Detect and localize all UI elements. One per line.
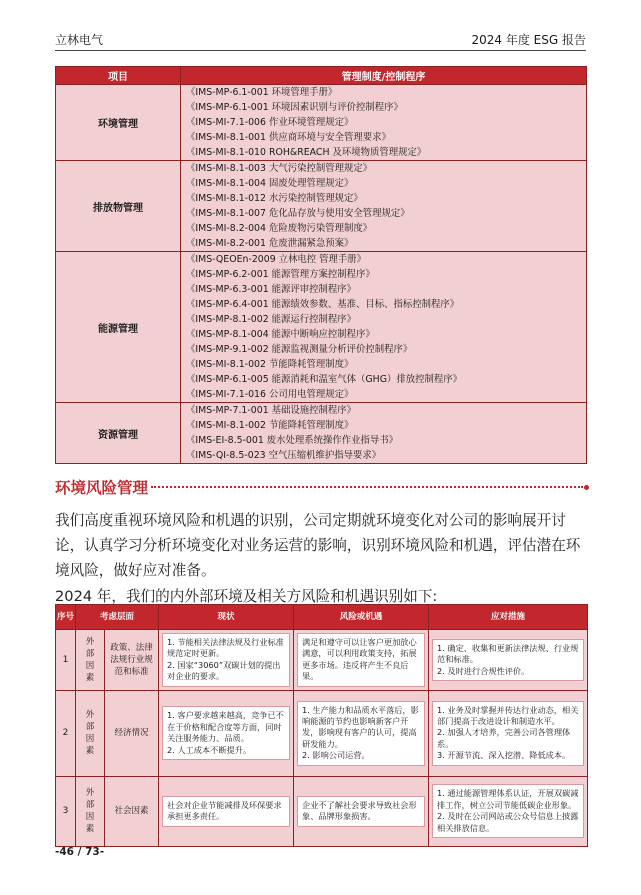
procedure-list bbox=[181, 85, 587, 161]
procedure-list bbox=[181, 161, 587, 252]
column-header-item: 项目 bbox=[56, 67, 181, 85]
response-text: 1. 通过能源管理体系认证，开展双碳减排工作，树立公司节能低碳企业形象。 2. 及时在公司网站或公众号信息上披露相关排放信息。 bbox=[432, 784, 584, 838]
procedure-item: 《IMS-MP-6.1-001 环境因素识别与评价控制程序》 bbox=[186, 102, 403, 113]
procedure-item: 《IMS-QEOEn-2009 立林电控 管理手册》 bbox=[186, 254, 367, 265]
risk-cell bbox=[294, 630, 429, 691]
procedure-item: 《IMS-EI-8.5-001 废水处理系统操作作业指导书》 bbox=[186, 435, 399, 446]
column-header-response: 应对措施 bbox=[429, 605, 588, 630]
status-cell bbox=[159, 630, 294, 691]
procedure-item: 《IMS-MP-8.1-002 能源运行控制程序》 bbox=[186, 314, 357, 325]
procedure-list bbox=[181, 403, 587, 464]
procedure-item: 《IMS-MI-8.1-001 供应商环境与安全管理要求》 bbox=[186, 132, 391, 143]
procedure-item: 《IMS-MI-8.1-012 水污染控制管理规定》 bbox=[186, 193, 363, 204]
column-header-risk: 风险或机遇 bbox=[294, 605, 429, 630]
procedure-item: 《IMS-MI-8.2-004 危险废物污染管理制度》 bbox=[186, 223, 373, 234]
procedure-item: 《IMS-MI-7.1-016 公司用电管理规定》 bbox=[186, 389, 354, 400]
management-system-table bbox=[55, 66, 587, 464]
procedure-item: 《IMS-MI-8.1-007 危化品存放与使用安全管理规定》 bbox=[186, 208, 410, 219]
category-cell: 资源管理 bbox=[56, 403, 181, 464]
risk-text: 1. 生产能力和品质水平落后，影响能源的节约也影响新客户开发，影响现有客户的认可，提高研发能力。 2. 影响公司运营。 bbox=[297, 701, 425, 766]
table-intro: 2024 年，我们的内外部环境及相关方风险和机遇识别如下: bbox=[55, 588, 438, 605]
procedure-item: 《IMS-QI-8.5-023 空气压缩机维护指导要求》 bbox=[186, 450, 382, 461]
category-cell: 环境管理 bbox=[56, 85, 181, 161]
table-row bbox=[56, 161, 587, 252]
dimension-cell bbox=[76, 776, 105, 846]
procedure-item: 《IMS-MI-8.1-004 固废处理管理规定》 bbox=[186, 178, 354, 189]
factor-cell: 政策、法律法规行业规范和标准 bbox=[105, 630, 159, 691]
table-row bbox=[56, 252, 587, 403]
response-cell bbox=[429, 776, 588, 846]
response-text: 1. 业务及时掌握并传达行业动态，相关部门提高于改进设计和制造水平。 2. 加强人才培养，完善公司各管理体系。 3. 开源节流、深入挖潜、降低成本。 bbox=[432, 701, 584, 766]
procedure-item: 《IMS-MI-8.1-002 节能降耗管理制度》 bbox=[186, 359, 354, 370]
table-row bbox=[56, 776, 588, 846]
procedure-item: 《IMS-MI-8.1-010 ROH&REACH 及环境物质管理规定》 bbox=[186, 147, 427, 158]
column-header-dimension: 考虑层面 bbox=[76, 605, 159, 630]
status-text: 1. 客户要求越来越高，竞争已不在于价格和配合度等方面，同时关注服务能力、品质。 2. 人工成本不断提升。 bbox=[162, 706, 290, 760]
response-cell bbox=[429, 690, 588, 776]
risk-opportunity-table bbox=[55, 604, 588, 847]
table-row bbox=[56, 85, 587, 161]
dimension-cell bbox=[76, 630, 105, 691]
procedure-item: 《IMS-MI-8.2-001 危废泄漏紧急预案》 bbox=[186, 238, 354, 249]
company-name: 立林电气 bbox=[55, 32, 104, 47]
risk-text: 满足和遵守可以让客户更加放心满意，可以利用政策支持，拓展更多市场。违反将产生不良后果。 bbox=[297, 633, 425, 687]
procedure-list bbox=[181, 252, 587, 403]
response-text: 1. 确定、收集和更新法律法规、行业规范和标准。 2. 及时进行合规性评价。 bbox=[432, 639, 584, 681]
procedure-item: 《IMS-MP-6.3-001 能源评审控制程序》 bbox=[186, 284, 357, 295]
dimension-label: 外部因素 bbox=[85, 788, 95, 835]
response-cell bbox=[429, 630, 588, 691]
procedure-item: 《IMS-MI-7.1-006 作业环境管理规定》 bbox=[186, 117, 354, 128]
dimension-cell bbox=[76, 690, 105, 776]
table-row bbox=[56, 403, 587, 464]
column-header-status: 现状 bbox=[159, 605, 294, 630]
column-header-procedures: 管理制度/控制程序 bbox=[181, 67, 587, 85]
factor-cell: 经济情况 bbox=[105, 690, 159, 776]
procedure-item: 《IMS-MI-8.1-002 节能降耗管理制度》 bbox=[186, 420, 354, 431]
risk-text: 企业不了解社会要求导致社会形象、品牌形象损害。 bbox=[297, 796, 425, 827]
risk-cell bbox=[294, 690, 429, 776]
body-paragraph: 我们高度重视环境风险和机遇的识别，公司定期就环境变化对公司的影响展开讨论，认真学习分析环境变化对业务运营的影响，识别环境风险和机遇，评估潜在环境风险，做好应对准备。 bbox=[55, 512, 581, 579]
column-header-no: 序号 bbox=[56, 605, 76, 630]
dimension-label: 外部因素 bbox=[85, 710, 95, 757]
page-header bbox=[55, 28, 586, 51]
category-cell: 能源管理 bbox=[56, 252, 181, 403]
procedure-item: 《IMS-MP-8.1-004 能源中断响应控制程序》 bbox=[186, 329, 375, 340]
section-title: 环境风险管理 bbox=[55, 479, 149, 497]
procedure-item: 《IMS-MP-6.1-005 能源消耗和温室气体（GHG）排放控制程序》 bbox=[186, 374, 462, 385]
factor-cell: 社会因素 bbox=[105, 776, 159, 846]
status-text: 社会对企业节能减排及环保要求承担更多责任。 bbox=[162, 796, 290, 827]
dimension-label: 外部因素 bbox=[85, 636, 95, 683]
table-row bbox=[56, 690, 588, 776]
procedure-item: 《IMS-MP-6.1-001 环境管理手册》 bbox=[186, 87, 338, 98]
category-cell: 排放物管理 bbox=[56, 161, 181, 252]
dotted-divider bbox=[151, 486, 583, 488]
procedure-item: 《IMS-MP-6.4-001 能源绩效参数、基准、目标、指标控制程序》 bbox=[186, 299, 460, 310]
report-title: 2024 年度 ESG 报告 bbox=[471, 32, 586, 47]
row-number: 1 bbox=[56, 630, 76, 691]
risk-cell bbox=[294, 776, 429, 846]
divider-dot bbox=[584, 485, 589, 490]
section-heading bbox=[55, 476, 589, 498]
page-number: -46 / 73- bbox=[55, 846, 105, 858]
procedure-item: 《IMS-MP-7.1-001 基础设施控制程序》 bbox=[186, 405, 357, 416]
status-text: 1. 节能相关法律法规及行业标准规范定时更新。 2. 国家“3060”双碳计划的提出对企业的要求。 bbox=[162, 633, 290, 687]
procedure-item: 《IMS-MI-8.1-003 大气污染控制管理规定》 bbox=[186, 163, 373, 174]
procedure-item: 《IMS-MP-6.2-001 能源管理方案控制程序》 bbox=[186, 269, 375, 280]
status-cell bbox=[159, 776, 294, 846]
row-number: 2 bbox=[56, 690, 76, 776]
status-cell bbox=[159, 690, 294, 776]
table-row bbox=[56, 630, 588, 691]
row-number: 3 bbox=[56, 776, 76, 846]
procedure-item: 《IMS-MP-9.1-002 能源监视测量分析评价控制程序》 bbox=[186, 344, 413, 355]
